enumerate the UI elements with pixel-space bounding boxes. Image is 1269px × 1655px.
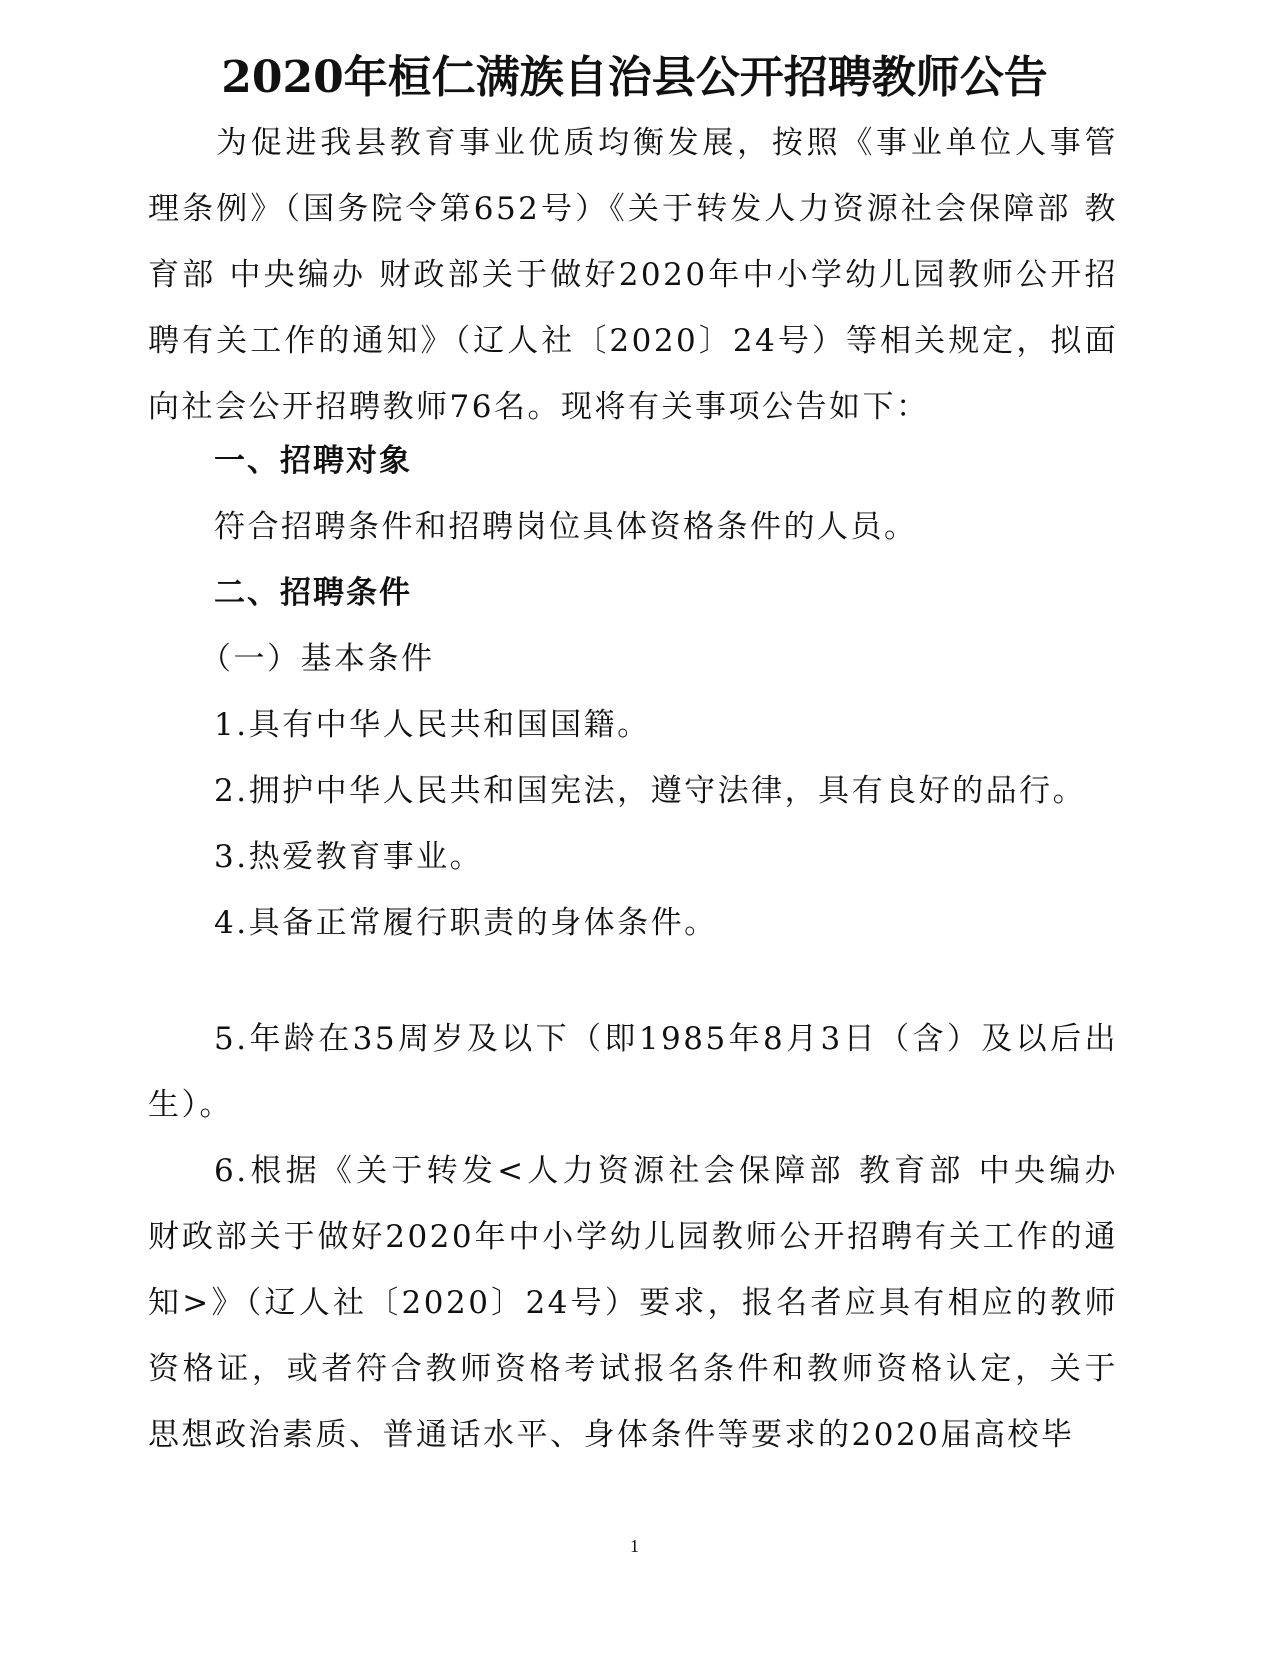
list-item: 2.拥护中华人民共和国宪法，遵守法律，具有良好的品行。	[214, 773, 1087, 809]
list-item: 5.年龄在35周岁及以下（即1985年8月3日（含）及以后出生）。	[148, 1021, 1118, 1123]
document-title: 2020年桓仁满族自治县公开招聘教师公告	[221, 52, 1048, 104]
section-text-recruitment-target: 符合招聘条件和招聘岗位具体资格条件的人员。	[214, 509, 918, 545]
list-item: 3.热爱教育事业。	[214, 839, 484, 875]
section-heading-recruitment-conditions: 二、招聘条件	[214, 575, 412, 611]
subsection-heading-basic-conditions: （一）基本条件	[200, 641, 435, 677]
section-heading-recruitment-target: 一、招聘对象	[214, 443, 412, 479]
intro-paragraph: 为促进我县教育事业优质均衡发展，按照《事业单位人事管理条例》（国务院令第652号）《关于转发人力资源社会保障部 教育部 中央编办 财政部关于做好2020年中小学幼儿园教师公开招聘有关工作的通知》（辽人社〔2020〕24号）等相关规定，拟面向社会公开招聘教师76名。现将有关事项公告如下：	[148, 125, 1118, 425]
list-item: 1.具有中华人民共和国国籍。	[214, 707, 651, 743]
list-item: 4.具备正常履行职责的身体条件。	[214, 905, 718, 941]
list-item: 6.根据《关于转发<人力资源社会保障部 教育部 中央编办 财政部关于做好2020年中小学幼儿园教师公开招聘有关工作的通知>》（辽人社〔2020〕24号）要求，报名者应具有相应的教师资格证，或者符合教师资格考试报名条件和教师资格认定，关于思想政治素质、普通话水平、身体条件等要求的2020届高校毕	[148, 1153, 1118, 1453]
page-number: 1	[630, 1536, 639, 1556]
